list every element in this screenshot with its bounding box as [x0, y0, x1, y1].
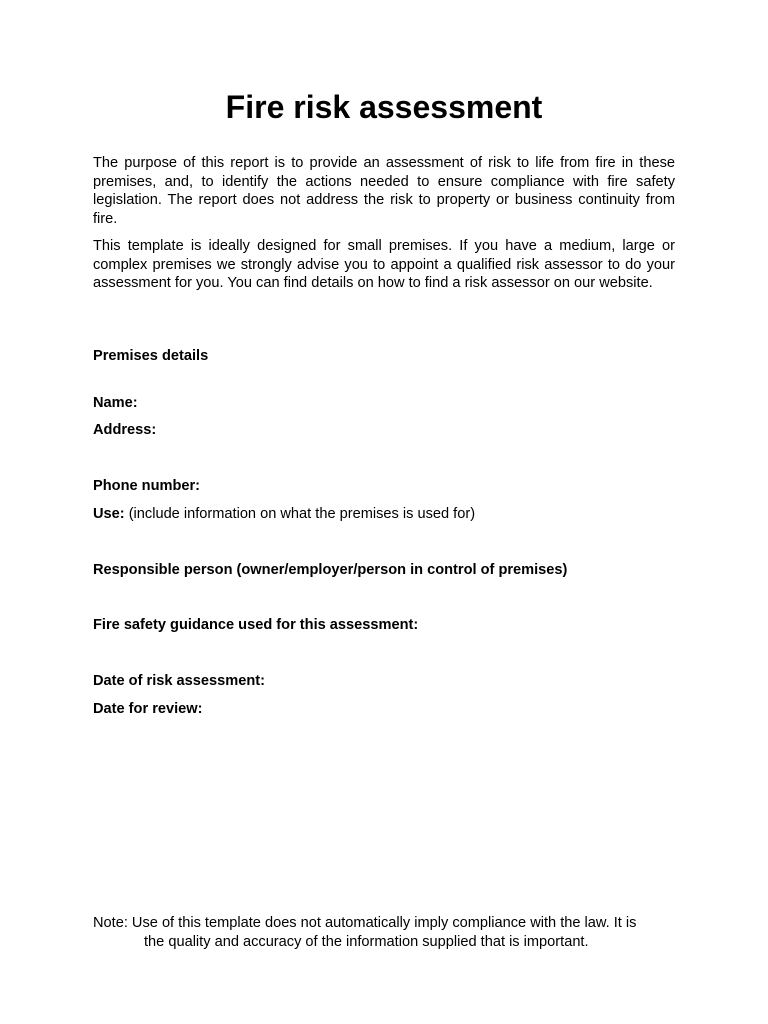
use-label: Use: — [93, 506, 125, 522]
footer-note — [93, 914, 683, 951]
address-label: Address: — [93, 422, 157, 438]
intro-paragraph-template-advice: This template is ideally designed for small premises. If you have a medium, large or complex premises we strongly advise you to appoint a qualified risk assessor to do your assessment for you. You can find details on how to find a risk assessor on our website. — [93, 238, 675, 291]
premises-details-heading: Premises details — [93, 348, 209, 364]
fire-safety-guidance-label: Fire safety guidance used for this assessment: — [93, 617, 419, 633]
intro-paragraph-purpose: The purpose of this report is to provide an assessment of risk to life from fire in these premises, and, to identify the actions needed to ensure compliance with fire safety legislation. The report does not address the risk to property or business continuity from fire. — [93, 155, 675, 227]
phone-number-label: Phone number: — [93, 478, 201, 494]
responsible-person-label: Responsible person (owner/employer/person in control of premises) — [93, 562, 568, 578]
name-label: Name: — [93, 395, 138, 411]
date-of-risk-assessment-label: Date of risk assessment: — [93, 673, 265, 689]
use-hint: (include information on what the premises is used for) — [124, 506, 476, 522]
use-field — [93, 505, 693, 523]
page-title: Fire risk assessment — [225, 89, 543, 125]
footer-note-line-2: the quality and accuracy of the information supplied that is important. — [144, 933, 589, 950]
footer-note-line-1: Note: Use of this template does not automatically imply compliance with the law. It is — [93, 915, 637, 931]
date-for-review-label: Date for review: — [93, 701, 203, 717]
